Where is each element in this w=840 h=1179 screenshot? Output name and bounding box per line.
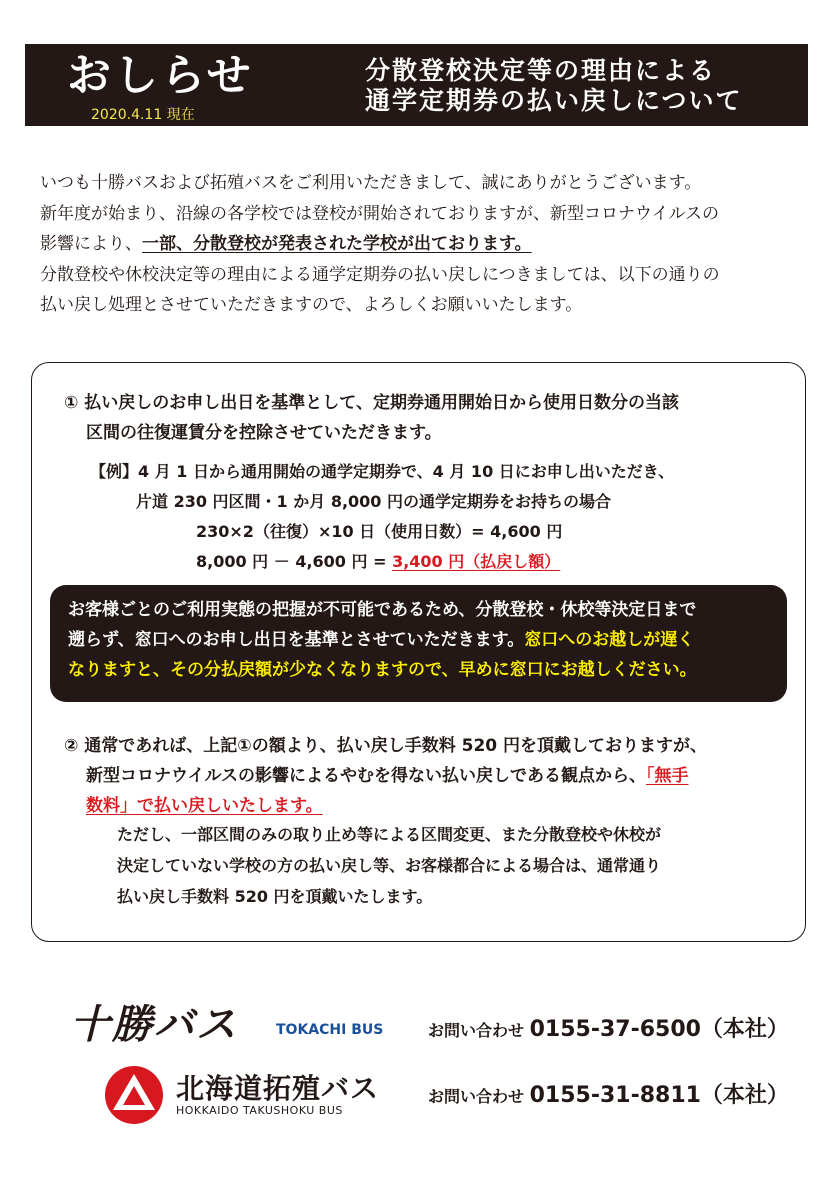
no-fee-label-cont: 数料」で払い戻しいたします。 bbox=[86, 796, 323, 816]
note-line: 決定していない学校の方の払い戻し等、お客様都合による場合は、通常通り bbox=[117, 856, 662, 875]
header-banner bbox=[25, 44, 808, 126]
contact-label: お問い合わせ bbox=[428, 1087, 525, 1106]
takushoku-contact bbox=[428, 1078, 789, 1109]
notice-box bbox=[50, 585, 787, 702]
item-1-line: ① 払い戻しのお申し出日を基準として、定期券通用開始日から使用日数分の当該 bbox=[64, 393, 679, 413]
example-calc: 230×2（往復）×10 日（使用日数）= 4,600 円 bbox=[196, 522, 563, 541]
notice-highlight: 窓口へのお越しが遅く bbox=[524, 630, 695, 650]
notice-line bbox=[68, 625, 787, 655]
takushoku-phone: 0155-31-8811（本社） bbox=[529, 1083, 789, 1108]
intro-text: 影響により、 bbox=[40, 234, 142, 254]
note-line: ただし、一部区間のみの取り止め等による区間変更、また分散登校や休校が bbox=[117, 825, 662, 844]
example-line: 片道 230 円区間・1 か月 8,000 円の通学定期券をお持ちの場合 bbox=[136, 492, 611, 511]
date-label: 2020.4.11 現在 bbox=[91, 107, 195, 123]
notice-line: お客様ごとのご利用実態の把握が不可能であるため、分散登校・休校等決定日まで bbox=[68, 600, 697, 620]
headline bbox=[365, 56, 743, 116]
tokachi-contact bbox=[428, 1012, 789, 1043]
details-box bbox=[31, 362, 806, 942]
tokachi-bus-logo: 十勝バス bbox=[70, 1001, 238, 1048]
takushoku-bus-logo: 北海道拓殖バス bbox=[176, 1072, 380, 1105]
example-line: 【例】4 月 1 日から通用開始の通学定期券で、4 月 10 日にお申し出いただき、 bbox=[90, 462, 675, 481]
intro-line: 分散登校や休校決定等の理由による通学定期券の払い戻しにつきましては、以下の通りの bbox=[40, 264, 720, 285]
notice-highlight-line: なりますと、その分払戻額が少なくなりますので、早めに窓口にお越しください。 bbox=[68, 660, 697, 680]
example-result bbox=[90, 547, 674, 577]
intro-line: いつも十勝バスおよび拓殖バスをご利用いただきまして、誠にありがとうございます。 bbox=[40, 173, 702, 193]
item-2 bbox=[64, 731, 707, 821]
headline-line-1: 分散登校決定等の理由による bbox=[365, 56, 717, 85]
intro-line: 新年度が始まり、沿線の各学校では登校が開始されておりますが、新型コロナウイルスの bbox=[40, 203, 719, 224]
item-1-line: 区間の往復運賃分を控除させていただきます。 bbox=[86, 423, 442, 443]
tokachi-bus-logo-en: TOKACHI BUS bbox=[276, 1022, 384, 1038]
intro-emphasis: 一部、分散登校が発表された学校が出ております。 bbox=[142, 234, 532, 254]
note-line: 払い戻し手数料 520 円を頂戴いたします。 bbox=[117, 887, 433, 906]
notice-text: 遡らず、窓口へのお申し出日を基準とさせていただきます。 bbox=[68, 630, 525, 650]
takushoku-bus-logo-en: HOKKAIDO TAKUSHOKU BUS bbox=[176, 1104, 343, 1117]
headline-line-2: 通学定期券の払い戻しについて bbox=[365, 86, 743, 115]
item-2-text: 新型コロナウイルスの影響によるやむを得ない払い戻しである観点から、 bbox=[86, 766, 646, 786]
tokachi-phone: 0155-37-6500（本社） bbox=[529, 1017, 789, 1042]
example-result-text: 8,000 円 － 4,600 円 = bbox=[196, 552, 393, 571]
item-2-line: ② 通常であれば、上記①の額より、払い戻し手数料 520 円を頂戴しておりますが、 bbox=[64, 736, 708, 756]
intro-line bbox=[40, 229, 810, 260]
takushoku-emblem-icon bbox=[103, 1064, 165, 1126]
contact-label: お問い合わせ bbox=[428, 1021, 525, 1040]
item-2-note bbox=[117, 819, 661, 912]
no-fee-label: 「無手 bbox=[645, 766, 689, 786]
refund-amount: 3,400 円（払戻し額） bbox=[392, 552, 561, 571]
intro-line: 払い戻し処理とさせていただきますので、よろしくお願いいたします。 bbox=[40, 295, 583, 315]
item-1 bbox=[64, 388, 679, 448]
intro-paragraph bbox=[40, 168, 810, 321]
example-block bbox=[90, 457, 674, 577]
page-title: おしらせ bbox=[67, 50, 254, 101]
item-2-line bbox=[64, 761, 707, 791]
